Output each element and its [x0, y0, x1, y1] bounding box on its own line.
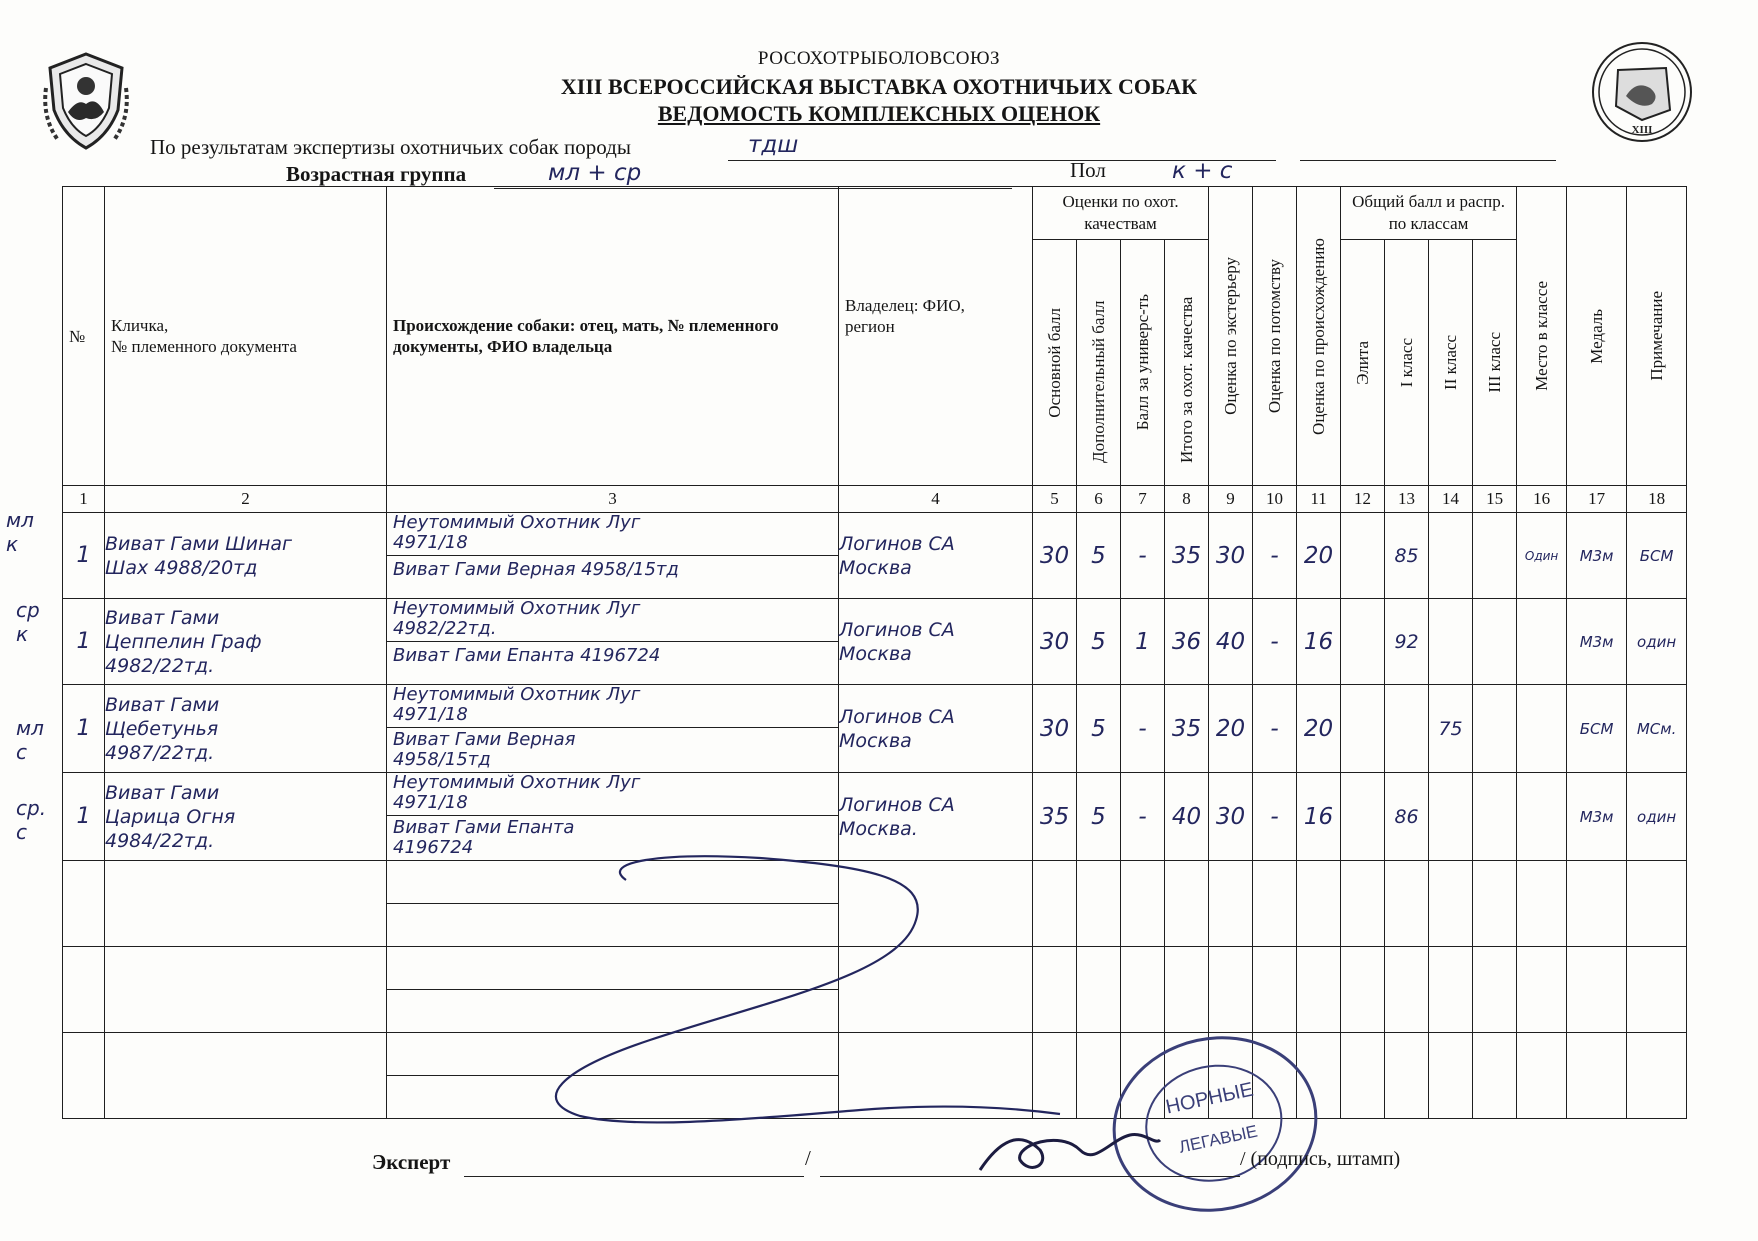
cell-offspring[interactable]: -	[1253, 773, 1297, 861]
cell-exterior[interactable]: 30	[1209, 513, 1253, 599]
col-number: 3	[387, 486, 839, 513]
header-extra-score: Дополнительный балл	[1077, 240, 1121, 486]
col-number: 8	[1165, 486, 1209, 513]
cell-universal-score[interactable]: -	[1121, 773, 1165, 861]
cell-medal[interactable]: М3м	[1567, 599, 1627, 685]
col-number: 5	[1033, 486, 1077, 513]
cell-place[interactable]: Один	[1517, 513, 1567, 599]
expert-slash: /	[805, 1146, 811, 1170]
cell-name[interactable]: Виват Гами Царица Огня 4984/22тд.	[105, 773, 387, 861]
header-name: Кличка, № племенного документа	[105, 187, 387, 486]
header-pedigree: Оценка по происхождению	[1297, 187, 1341, 486]
header-medal: Медаль	[1567, 187, 1627, 486]
cell-owner[interactable]: Логинов СА Москва	[839, 685, 1033, 773]
col-number: 15	[1473, 486, 1517, 513]
cell-total-hunting[interactable]: 40	[1165, 773, 1209, 861]
header-elite: Элита	[1341, 240, 1385, 486]
cell-extra-score[interactable]: 5	[1077, 513, 1121, 599]
cell-no[interactable]: 1	[63, 685, 105, 773]
header-exterior: Оценка по экстерьеру	[1209, 187, 1253, 486]
age-group-label: Возрастная группа	[286, 162, 467, 186]
cell-extra-score[interactable]: 5	[1077, 599, 1121, 685]
header-origin: Происхождение собаки: отец, мать, № племенного документы, ФИО владельца	[387, 187, 839, 486]
col-number: 17	[1567, 486, 1627, 513]
document-title: XIII ВСЕРОССИЙСКАЯ ВЫСТАВКА ОХОТНИЧЬИХ СОБАК	[560, 74, 1198, 99]
col-number: 6	[1077, 486, 1121, 513]
cell-note[interactable]: БСМ	[1627, 513, 1687, 599]
cell-no[interactable]: 1	[63, 513, 105, 599]
cell-medal[interactable]: М3м	[1567, 773, 1627, 861]
cell-universal-score[interactable]: -	[1121, 513, 1165, 599]
cell-offspring[interactable]: -	[1253, 685, 1297, 773]
cell-note[interactable]: МСм.	[1627, 685, 1687, 773]
col-number: 13	[1385, 486, 1429, 513]
header-class2: II класс	[1429, 240, 1473, 486]
margin-mark-row4: ср. с	[16, 796, 47, 844]
col-number: 9	[1209, 486, 1253, 513]
header-note: Примечание	[1627, 187, 1687, 486]
cell-base-score[interactable]: 30	[1033, 513, 1077, 599]
cell-owner[interactable]: Логинов СА Москва	[839, 513, 1033, 599]
age-group-field[interactable]: мл + ср	[494, 168, 1012, 189]
header-place: Место в классе	[1517, 187, 1567, 486]
svg-text:XIII: XIII	[1631, 124, 1653, 136]
header-class1: I класс	[1385, 240, 1429, 486]
cell-universal-score[interactable]: 1	[1121, 599, 1165, 685]
cell-total-hunting[interactable]: 35	[1165, 685, 1209, 773]
col-number: 12	[1341, 486, 1385, 513]
cell-medal[interactable]: БСМ	[1567, 685, 1627, 773]
col-number: 14	[1429, 486, 1473, 513]
header-no: №	[63, 187, 105, 486]
cell-exterior[interactable]: 40	[1209, 599, 1253, 685]
col-number: 16	[1517, 486, 1567, 513]
cell-extra-score[interactable]: 5	[1077, 685, 1121, 773]
header-offspring: Оценка по потомству	[1253, 187, 1297, 486]
sex-field[interactable]: к + с	[1122, 166, 1294, 187]
header-total-hunting: Итого за охот. качества	[1165, 240, 1209, 486]
stamp-text-line2: ЛЕГАВЫЕ	[1177, 1121, 1260, 1157]
col-number: 18	[1627, 486, 1687, 513]
cell-class1[interactable]: 86	[1385, 773, 1429, 861]
cell-no[interactable]: 1	[63, 599, 105, 685]
stamp-text-line1: НОРНЫЕ	[1163, 1078, 1256, 1119]
expert-name-field[interactable]	[464, 1156, 804, 1177]
cell-universal-score[interactable]: -	[1121, 685, 1165, 773]
origin-sire[interactable]: Неутомимый Охотник Луг 4971/18	[387, 513, 838, 556]
origin-dam[interactable]: Виват Гами Епанта 4196724	[393, 645, 661, 666]
origin-dam[interactable]: Виват Гами Епанта 4196724	[393, 817, 575, 858]
cell-owner[interactable]: Логинов СА Москва	[839, 599, 1033, 685]
cell-class1[interactable]: 92	[1385, 599, 1429, 685]
cell-base-score[interactable]: 30	[1033, 685, 1077, 773]
header-universal-score: Балл за универс-ть	[1121, 240, 1165, 486]
origin-sire[interactable]: Неутомимый Охотник Луг 4971/18	[387, 685, 838, 728]
origin-dam[interactable]: Виват Гами Верная 4958/15тд	[393, 559, 679, 580]
margin-mark-row2: ср к	[16, 598, 40, 646]
cell-note[interactable]: один	[1627, 773, 1687, 861]
origin-dam[interactable]: Виват Гами Верная 4958/15тд	[393, 729, 576, 770]
header-base-score: Основной балл	[1033, 240, 1077, 486]
breed-field[interactable]: тдш	[728, 140, 1276, 161]
header-owner: Владелец: ФИО, регион	[839, 187, 1033, 486]
document-subtitle: ВЕДОМОСТЬ КОМПЛЕКСНЫХ ОЦЕНОК	[657, 101, 1101, 126]
origin-sire[interactable]: Неутомимый Охотник Луг 4971/18	[387, 773, 838, 816]
sex-label: Пол	[1070, 158, 1106, 182]
cell-offspring[interactable]: -	[1253, 513, 1297, 599]
signature-label: / (подпись, штамп)	[1240, 1148, 1401, 1170]
cell-exterior[interactable]: 30	[1209, 773, 1253, 861]
cell-name[interactable]: Виват Гами Щебетунья 4987/22тд.	[105, 685, 387, 773]
cell-pedigree[interactable]: 20	[1297, 513, 1341, 599]
header-class-group: Общий балл и распр. по классам	[1341, 187, 1517, 240]
col-number: 11	[1297, 486, 1341, 513]
cell-name[interactable]: Виват Гами Шинаг Шах 4988/20тд	[105, 513, 387, 599]
cell-base-score[interactable]: 30	[1033, 599, 1077, 685]
cell-base-score[interactable]: 35	[1033, 773, 1077, 861]
header-hunting-group: Оценки по охот. качествам	[1033, 187, 1209, 240]
signature-scribble	[970, 1110, 1170, 1190]
expert-label: Эксперт	[372, 1150, 451, 1174]
cell-extra-score[interactable]: 5	[1077, 773, 1121, 861]
cell-name[interactable]: Виват Гами Цеппелин Граф 4982/22тд.	[105, 599, 387, 685]
cell-no[interactable]: 1	[63, 773, 105, 861]
organization-name: РОСОХОТРЫБОЛОВСОЮЗ	[757, 48, 1001, 69]
col-number: 1	[63, 486, 105, 513]
breed-label: По результатам экспертизы охотничьих собак породы	[150, 135, 631, 159]
margin-mark-row1: мл к	[6, 508, 34, 556]
cell-note[interactable]: один	[1627, 599, 1687, 685]
cell-pedigree[interactable]: 20	[1297, 685, 1341, 773]
cell-pedigree[interactable]: 16	[1297, 599, 1341, 685]
margin-mark-row3: мл с	[16, 716, 44, 764]
header-class3: III класс	[1473, 240, 1517, 486]
cell-total-hunting[interactable]: 35	[1165, 513, 1209, 599]
origin-sire[interactable]: Неутомимый Охотник Луг 4982/22тд.	[387, 599, 838, 642]
cell-offspring[interactable]: -	[1253, 599, 1297, 685]
cell-medal[interactable]: М3м	[1567, 513, 1627, 599]
col-number: 4	[839, 486, 1033, 513]
cell-class1[interactable]: 85	[1385, 513, 1429, 599]
cell-class2[interactable]: 75	[1429, 685, 1473, 773]
col-number: 7	[1121, 486, 1165, 513]
cell-owner[interactable]: Логинов СА Москва.	[839, 773, 1033, 861]
cell-exterior[interactable]: 20	[1209, 685, 1253, 773]
cell-pedigree[interactable]: 16	[1297, 773, 1341, 861]
col-number: 10	[1253, 486, 1297, 513]
col-number: 2	[105, 486, 387, 513]
cell-total-hunting[interactable]: 36	[1165, 599, 1209, 685]
